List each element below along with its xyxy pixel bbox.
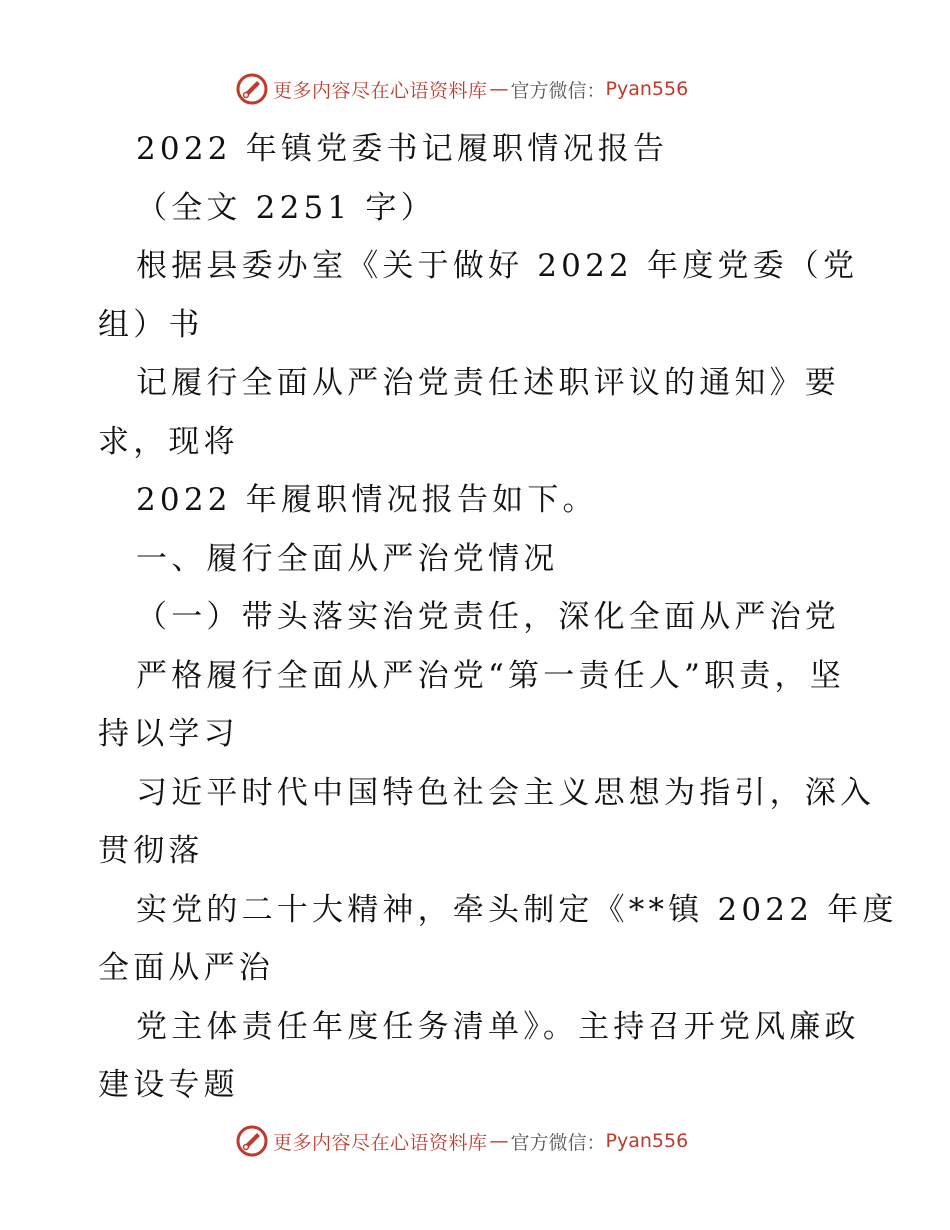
text-line: 党主体责任年度任务清单》。主持召开党风廉政 (136, 1008, 860, 1045)
document-title: 2022 年镇党委书记履职情况报告 (136, 131, 669, 167)
section-heading: 一、履行全面从严治党情况 (136, 540, 559, 577)
header-watermark (235, 72, 688, 106)
brand-logo-icon (235, 1124, 269, 1158)
watermark-dash: — (489, 1130, 509, 1152)
text-line: 建设专题 (98, 1067, 239, 1103)
text-line: 记履行全面从严治党责任述职评议的通知》要 (136, 365, 840, 401)
text-line: 根据县委办室《关于做好 2022 年度党委（党 (136, 248, 859, 284)
text-line: 全面从严治 (98, 950, 274, 986)
watermark-id: Pyan556 (605, 78, 689, 100)
text-line: 2022 年履职情况报告如下。 (136, 482, 598, 518)
text-line: 持以学习 (98, 716, 239, 752)
watermark-sub-text: 官方微信： (510, 79, 606, 102)
text-line: 严格履行全面从严治党“第一责任人”职责，坚 (136, 657, 845, 694)
text-line: 求，现将 (98, 423, 239, 460)
document-body (98, 120, 898, 1115)
text-line: 习近平时代中国特色社会主义思想为指引，深入 (136, 774, 876, 811)
watermark-dash: — (489, 78, 509, 100)
text-line: 实党的二十大精神，牵头制定《**镇 2022 年度 (136, 891, 898, 928)
watermark-main-text: 更多内容尽在心语资料库 (273, 79, 488, 102)
word-count: （全文 2251 字） (136, 189, 436, 226)
watermark-main-text: 更多内容尽在心语资料库 (273, 1131, 488, 1154)
text-line: 组）书 (98, 306, 204, 343)
footer-watermark (235, 1124, 688, 1158)
text-line: 贯彻落 (98, 833, 204, 869)
brand-logo-icon (235, 72, 269, 106)
watermark-sub-text: 官方微信： (510, 1131, 606, 1154)
watermark-id: Pyan556 (605, 1130, 689, 1152)
subsection-heading: （一）带头落实治党责任，深化全面从严治党 (136, 599, 840, 635)
